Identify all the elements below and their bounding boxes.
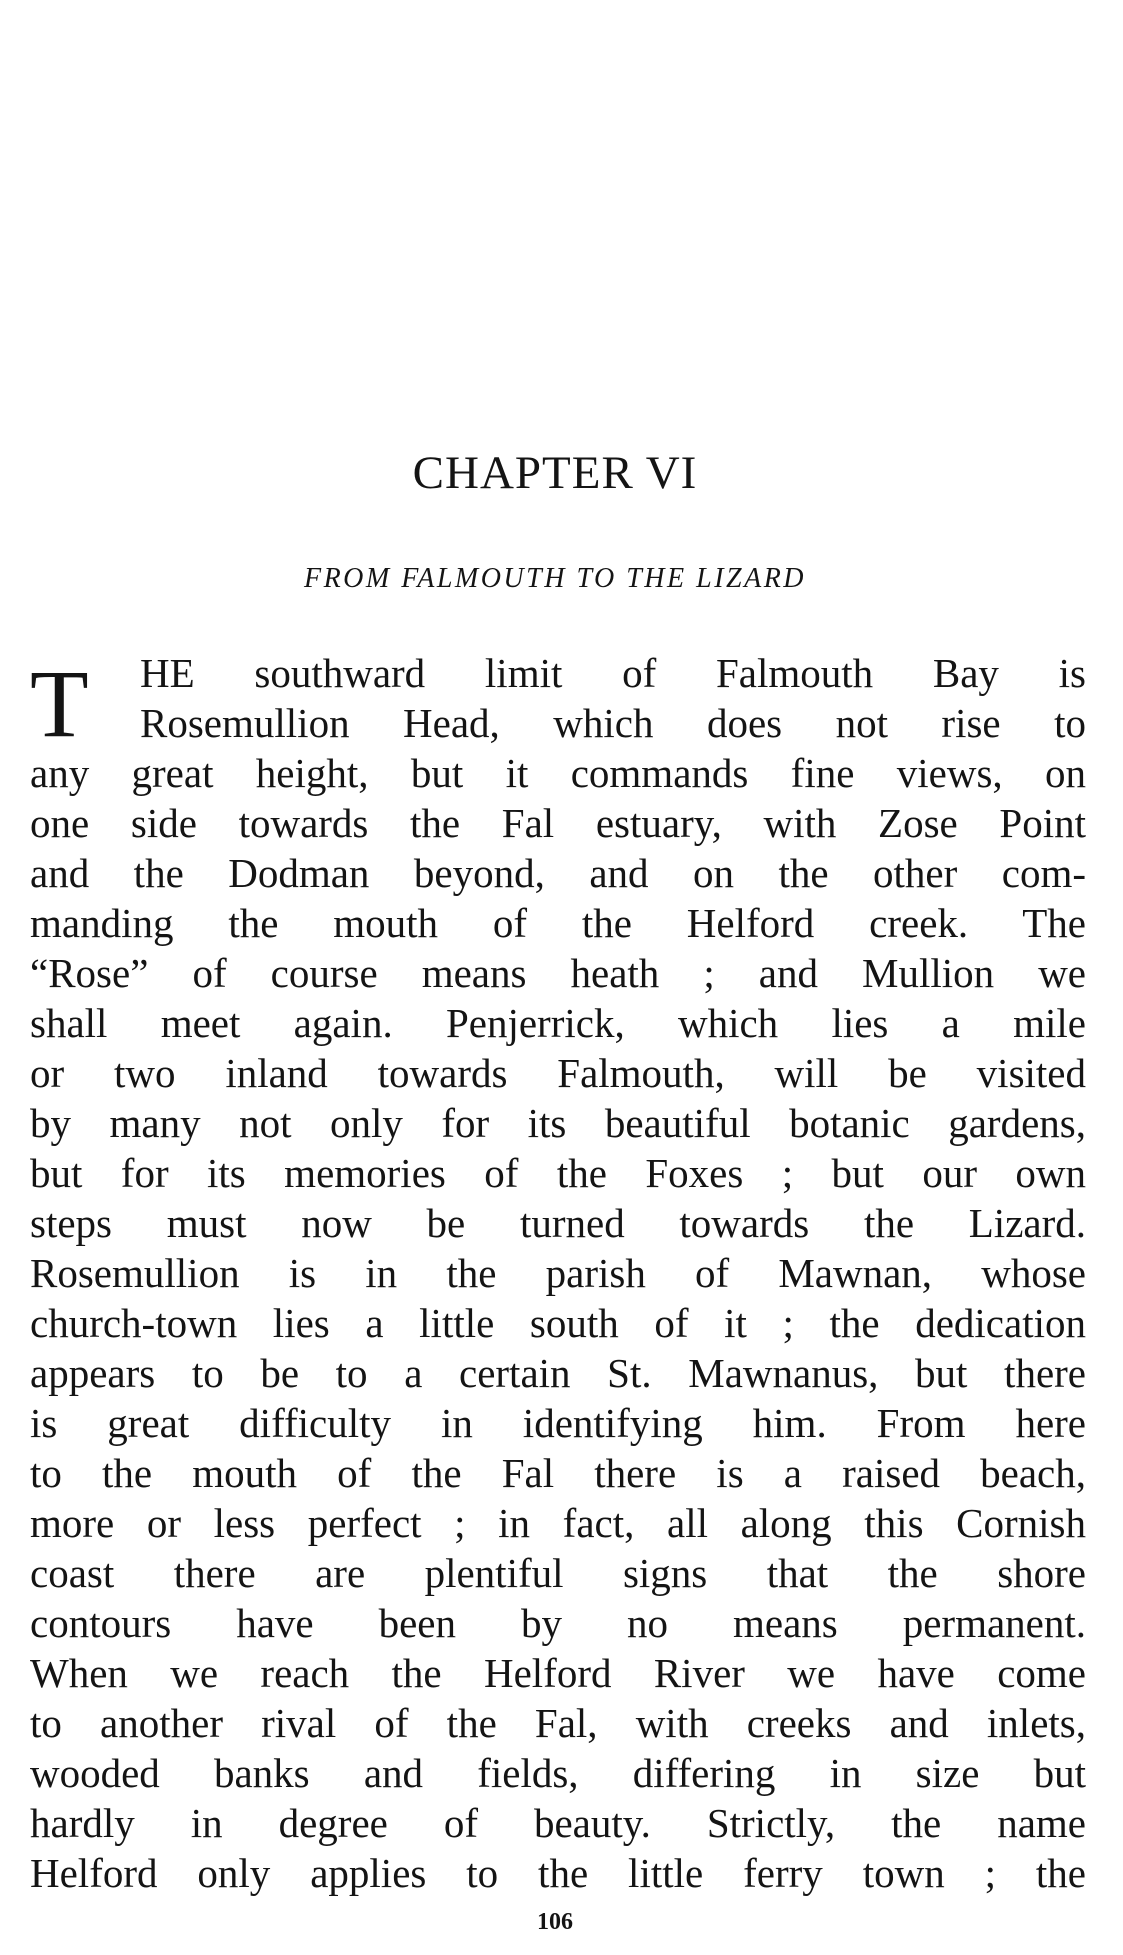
text-line: by many not only for its beautiful botanic gardens,	[30, 1100, 1086, 1146]
text-line: Rosemullion Head, which does not rise to	[140, 700, 1086, 746]
text-line: but for its memories of the Foxes ; but our own	[30, 1150, 1086, 1196]
chapter-heading: CHAPTER VI	[412, 447, 698, 499]
chapter-subtitle: FROM FALMOUTH TO THE LIZARD	[303, 563, 807, 594]
text-line: HE southward limit of Falmouth Bay is	[140, 650, 1086, 696]
text-line: shall meet again. Penjerrick, which lies a mile	[30, 1000, 1086, 1046]
text-line: church-town lies a little south of it ; the dedication	[30, 1300, 1086, 1346]
text-line: and the Dodman beyond, and on the other com-	[30, 850, 1086, 896]
text-line: wooded banks and fields, differing in size but	[30, 1750, 1086, 1796]
text-line: any great height, but it commands fine views, on	[30, 750, 1086, 796]
text-line: coast there are plentiful signs that the shore	[30, 1550, 1086, 1596]
text-line: appears to be to a certain St. Mawnanus, but there	[30, 1350, 1086, 1396]
text-line: “Rose” of course means heath ; and Mullion we	[30, 950, 1086, 996]
text-line: When we reach the Helford River we have come	[30, 1650, 1086, 1696]
text-line: to another rival of the Fal, with creeks and inlets,	[30, 1700, 1086, 1746]
text-line: contours have been by no means permanent.	[30, 1600, 1086, 1646]
text-line: to the mouth of the Fal there is a raised beach,	[30, 1450, 1086, 1496]
text-line: more or less perfect ; in fact, all along this Cornish	[30, 1500, 1086, 1546]
text-line: steps must now be turned towards the Lizard.	[30, 1200, 1086, 1246]
text-line: manding the mouth of the Helford creek. The	[30, 900, 1086, 946]
text-line: is great difficulty in identifying him. From here	[30, 1400, 1086, 1446]
body-text	[30, 648, 1086, 1898]
text-line: Rosemullion is in the parish of Mawnan, whose	[30, 1250, 1086, 1296]
text-line: hardly in degree of beauty. Strictly, the name	[30, 1800, 1086, 1846]
text-line: one side towards the Fal estuary, with Zose Point	[30, 800, 1086, 846]
drop-cap: T	[30, 650, 89, 757]
text-line: or two inland towards Falmouth, will be visited	[30, 1050, 1086, 1096]
page-number: 106	[537, 1909, 573, 1935]
text-line: Helford only applies to the little ferry town ; the	[30, 1850, 1086, 1896]
